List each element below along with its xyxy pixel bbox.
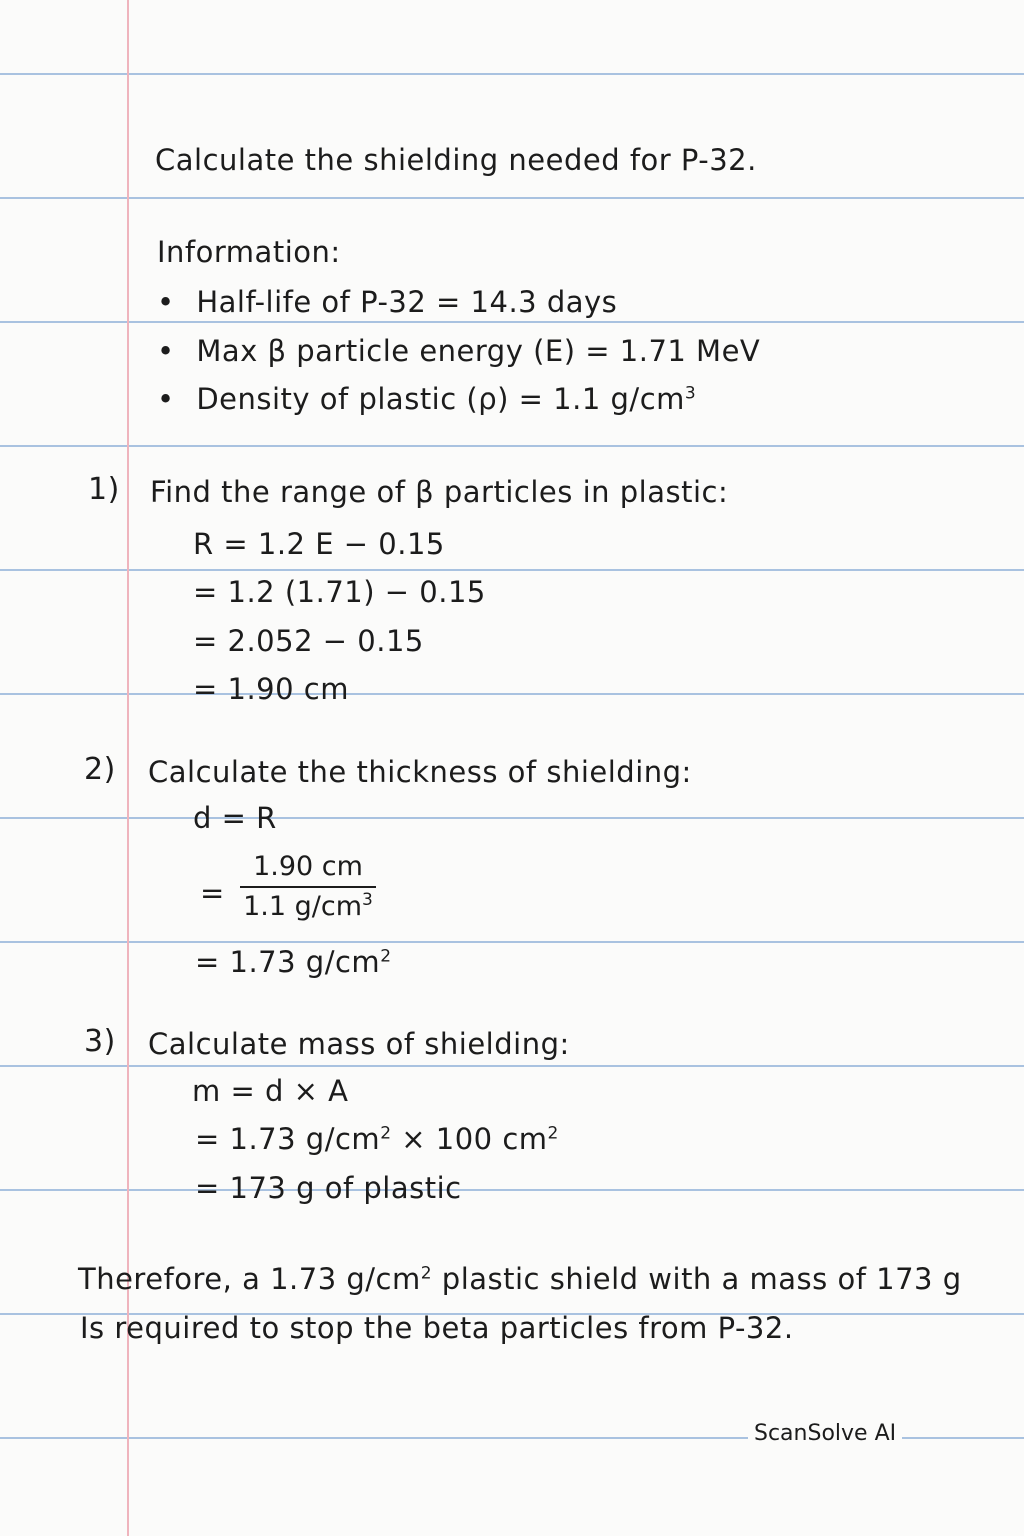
line-text: Therefore, a 1.73 g/cm (78, 1262, 421, 1296)
fraction-bar (240, 886, 376, 888)
step1-heading: Find the range of β particles in plastic: (150, 475, 729, 509)
step3-line: m = d × A (192, 1074, 349, 1108)
denominator-text: 1.1 g/cm (243, 891, 363, 922)
fraction (240, 850, 376, 924)
bullet: • (157, 334, 175, 368)
step1-line: = 1.90 cm (193, 672, 349, 706)
info-item-text: Density of plastic (ρ) = 1.1 g/cm (196, 382, 685, 416)
exponent: 2 (380, 1123, 392, 1144)
step1-number: 1) (88, 472, 120, 507)
fraction-denominator (240, 890, 376, 924)
line-text: × 100 cm (391, 1122, 548, 1156)
info-item-energy (157, 333, 760, 369)
line-text: plastic shield with a mass of 173 g (432, 1262, 962, 1296)
step2-heading: Calculate the thickness of shielding: (148, 755, 692, 789)
line-text: = 1.73 g/cm (195, 1122, 381, 1156)
bullet: • (157, 285, 175, 319)
step2-number: 2) (84, 752, 116, 787)
info-item-text: Max β particle energy (E) = 1.71 MeV (196, 334, 761, 368)
bullet: • (157, 382, 175, 416)
exponent: 2 (420, 1263, 433, 1284)
step2-line: d = R (193, 801, 277, 835)
step3-line: = 173 g of plastic (195, 1171, 462, 1205)
exponent: 3 (362, 890, 373, 910)
info-item-text: Half-life of P-32 = 14.3 days (196, 285, 618, 319)
fraction-numerator: 1.90 cm (253, 851, 363, 882)
step3-heading: Calculate mass of shielding: (148, 1027, 570, 1061)
information-heading: Information: (157, 235, 341, 269)
exponent: 2 (547, 1123, 559, 1144)
step2-result (195, 944, 392, 980)
conclusion-line: Is required to stop the beta particles from P-32. (80, 1311, 794, 1345)
step1-line: R = 1.2 E − 0.15 (193, 527, 445, 561)
step1-line: = 2.052 − 0.15 (193, 624, 424, 658)
step1-line: = 1.2 (1.71) − 0.15 (193, 575, 486, 609)
info-item-density (157, 381, 696, 417)
info-item-half-life (157, 284, 617, 320)
margin-line (127, 0, 129, 1536)
exponent: 3 (684, 383, 697, 404)
conclusion-line (78, 1261, 962, 1297)
step3-line (195, 1121, 559, 1157)
result-text: = 1.73 g/cm (195, 945, 381, 979)
problem-title: Calculate the shielding needed for P-32. (155, 143, 757, 177)
exponent: 2 (380, 946, 392, 967)
footer-brand: ScanSolve AI (748, 1418, 902, 1450)
equals-sign: = (200, 876, 225, 910)
step3-number: 3) (84, 1024, 116, 1059)
